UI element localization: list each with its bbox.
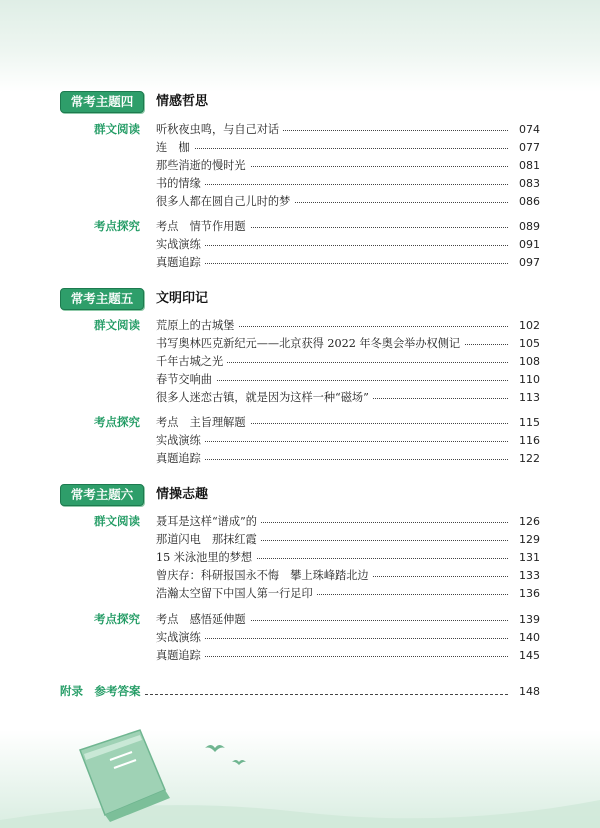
dot-leader [156, 245, 508, 246]
entry-title: 很多人都在圆自己儿时的梦 [156, 192, 294, 211]
page-number: 148 [510, 682, 540, 701]
page-number: 139 [510, 610, 540, 629]
page-number: 133 [510, 566, 540, 585]
group-label: 群文阅读 [94, 514, 140, 528]
page-number: 089 [510, 217, 540, 236]
toc-entry[interactable] [60, 120, 540, 139]
section-title: 情感哲思 [156, 94, 209, 109]
entry-title: 曾庆存：科研报国永不悔 攀上珠峰踏北边 [156, 566, 373, 585]
entry-title: 考点 感悟延伸题 [156, 610, 250, 629]
entry-title: 很多人迷恋古镇，就是因为这样一种“磁场” [156, 388, 373, 407]
toc-entry[interactable] [60, 610, 540, 629]
toc-entry[interactable] [60, 192, 540, 211]
section-theme-6 [60, 484, 540, 662]
page-number: 126 [510, 512, 540, 531]
page-number: 074 [510, 120, 540, 139]
toc-entry[interactable] [60, 449, 540, 468]
page-number: 091 [510, 235, 540, 254]
page-number: 077 [510, 138, 540, 157]
entry-title: 连 枷 [156, 138, 194, 157]
section-title: 情操志趣 [156, 487, 209, 502]
section-header [60, 484, 540, 506]
bottom-decoration [0, 700, 600, 828]
dot-leader [156, 656, 508, 657]
section-badge: 常考主题六 [60, 484, 144, 506]
dot-leader [156, 441, 508, 442]
entry-title: 书写奥林匹克新纪元——北京获得 2022 年冬奥会举办权侧记 [156, 334, 464, 353]
entry-title: 考点 情节作用题 [156, 217, 250, 236]
toc-entry[interactable] [60, 370, 540, 389]
group-label: 群文阅读 [94, 122, 140, 136]
section-header [60, 288, 540, 310]
entry-title: 真题追踪 [156, 253, 205, 272]
toc-entry[interactable] [60, 388, 540, 407]
toc-entry[interactable] [60, 253, 540, 272]
dot-leader [156, 459, 508, 460]
toc-entry[interactable] [60, 352, 540, 371]
entry-title: 考点 主旨理解题 [156, 413, 250, 432]
group-label: 考点探究 [94, 612, 140, 626]
toc-entry[interactable] [60, 174, 540, 193]
toc-entry[interactable] [60, 566, 540, 585]
entry-title: 浩瀚太空留下中国人第一行足印 [156, 584, 317, 603]
toc-entry[interactable] [60, 530, 540, 549]
page-number: 108 [510, 352, 540, 371]
page-number: 145 [510, 646, 540, 665]
entry-title: 真题追踪 [156, 646, 205, 665]
entry-title: 听秋夜虫鸣，与自己对话 [156, 120, 283, 139]
page-number: 083 [510, 174, 540, 193]
toc-entry[interactable] [60, 316, 540, 335]
page-number: 129 [510, 530, 540, 549]
page-number: 131 [510, 548, 540, 567]
page-number: 115 [510, 413, 540, 432]
entry-title: 那些消逝的慢时光 [156, 156, 250, 175]
entry-title: 真题追踪 [156, 449, 205, 468]
page-number: 081 [510, 156, 540, 175]
page-number: 105 [510, 334, 540, 353]
toc-entry[interactable] [60, 235, 540, 254]
dot-leader [156, 638, 508, 639]
group-label: 考点探究 [94, 219, 140, 233]
toc-entry[interactable] [60, 584, 540, 603]
toc-entry[interactable] [60, 628, 540, 647]
toc-entry[interactable] [60, 413, 540, 432]
dot-leader [156, 263, 508, 264]
appendix-label: 附录 参考答案 [60, 682, 144, 701]
toc-entry[interactable] [60, 138, 540, 157]
page-number: 136 [510, 584, 540, 603]
page-number: 097 [510, 253, 540, 272]
group-label: 群文阅读 [94, 318, 140, 332]
section-badge: 常考主题四 [60, 91, 144, 113]
toc-entry[interactable] [60, 548, 540, 567]
dash-leader [130, 694, 508, 695]
toc-entry[interactable] [60, 156, 540, 175]
toc-entry-appendix[interactable] [60, 682, 540, 701]
toc-entry[interactable] [60, 217, 540, 236]
page-number: 116 [510, 431, 540, 450]
page-number: 102 [510, 316, 540, 335]
entry-title: 15 米泳池里的梦想 [156, 548, 256, 567]
entry-title: 实战演练 [156, 235, 205, 254]
entry-title: 实战演练 [156, 628, 205, 647]
toc-entry[interactable] [60, 512, 540, 531]
entry-title: 聂耳是这样“谱成”的 [156, 512, 261, 531]
entry-title: 春节交响曲 [156, 370, 216, 389]
page-number: 110 [510, 370, 540, 389]
section-header [60, 91, 540, 113]
entry-title: 千年古城之光 [156, 352, 227, 371]
section-title: 文明印记 [156, 291, 209, 306]
toc-entry[interactable] [60, 646, 540, 665]
dot-leader [156, 184, 508, 185]
entry-title: 那道闪电 那抹红霞 [156, 530, 261, 549]
toc-entry[interactable] [60, 431, 540, 450]
group-label: 考点探究 [94, 415, 140, 429]
page-number: 140 [510, 628, 540, 647]
page-number: 113 [510, 388, 540, 407]
toc-entry[interactable] [60, 334, 540, 353]
section-theme-5 [60, 288, 540, 465]
header-band [0, 0, 600, 92]
page-number: 122 [510, 449, 540, 468]
dot-leader [156, 148, 508, 149]
entry-title: 实战演练 [156, 431, 205, 450]
page-number: 086 [510, 192, 540, 211]
section-theme-4 [60, 91, 540, 269]
entry-title: 荒原上的古城堡 [156, 316, 238, 335]
entry-title: 书的情缘 [156, 174, 205, 193]
section-badge: 常考主题五 [60, 288, 144, 310]
